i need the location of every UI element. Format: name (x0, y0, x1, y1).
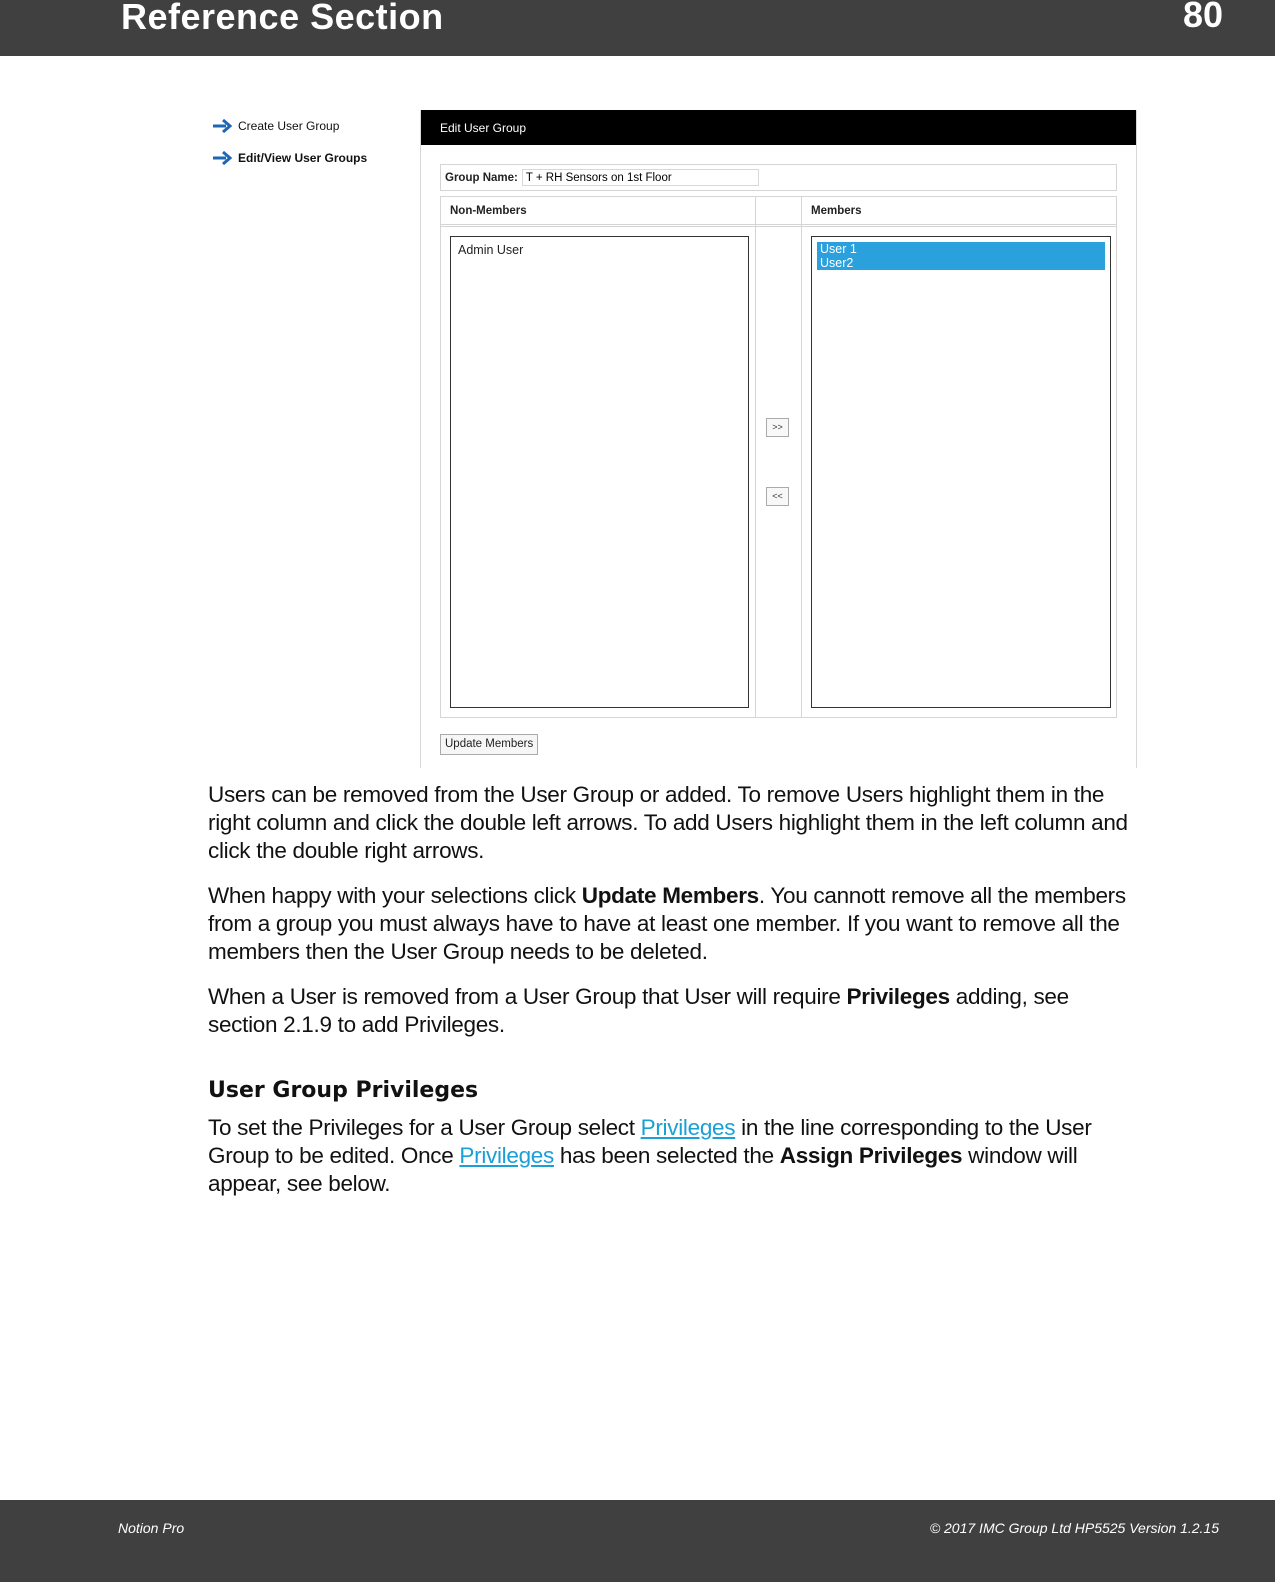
footer-product: Notion Pro (118, 1520, 185, 1536)
move-buttons-column (756, 197, 802, 717)
panel-title: Edit User Group (421, 110, 1136, 145)
privileges-link[interactable]: Privileges (459, 1143, 554, 1168)
user-group-nav (212, 110, 412, 174)
bold-term: Assign Privileges (779, 1143, 963, 1168)
page-header (0, 0, 1275, 56)
text-run: To set the Privileges for a User Group select (208, 1115, 641, 1140)
list-item[interactable]: User 1 (820, 242, 857, 256)
paragraph-group-privileges (208, 1114, 1138, 1198)
edit-user-group-panel (420, 110, 1137, 768)
paragraph-update-members (208, 882, 1138, 966)
footer-copyright: © 2017 IMC Group Ltd HP5525 Version 1.2.15 (929, 1520, 1219, 1536)
section-title: Reference Section (121, 0, 444, 37)
members-listbox[interactable] (811, 236, 1111, 708)
nav-label: Edit/View User Groups (238, 151, 368, 165)
members-column (802, 197, 1117, 717)
text-run: When happy with your selections click (208, 883, 582, 908)
update-members-button[interactable]: Update Members (440, 734, 538, 755)
remove-members-button[interactable]: << (766, 487, 789, 506)
list-item[interactable]: Admin User (458, 243, 524, 257)
non-members-listbox[interactable] (450, 236, 749, 708)
group-name-label: Group Name: (445, 171, 518, 184)
privileges-link[interactable]: Privileges (640, 1115, 736, 1140)
text-run: When a User is removed from a User Group that User will require (208, 984, 847, 1009)
section-heading: User Group Privileges (208, 1078, 479, 1103)
list-item[interactable]: User2 (820, 256, 854, 270)
members-header: Members (811, 205, 862, 217)
page-footer (0, 1500, 1275, 1582)
arrow-right-icon (212, 151, 232, 165)
text-run: window will appear, see below. (208, 1143, 1078, 1196)
text-run: . You cannott remove all the members from a group you must always have to have at least one member. If you want to remove all the members then the User Group needs to be deleted. (208, 883, 1126, 964)
nav-label: Create User Group (238, 119, 340, 133)
add-members-button[interactable]: >> (766, 418, 789, 437)
page-number: 80 (1182, 0, 1223, 35)
text-run: has been selected the (553, 1143, 780, 1168)
group-name-row (440, 164, 1117, 191)
group-name-input[interactable] (522, 169, 759, 186)
text-run: in the line corresponding to the User Group to be edited. Once (208, 1115, 1092, 1168)
arrow-right-icon (212, 119, 232, 133)
text-run: adding, see section 2.1.9 to add Privileges. (208, 984, 1069, 1037)
nav-item-create-user-group[interactable] (212, 110, 412, 142)
nav-item-edit-view-user-groups[interactable] (212, 142, 412, 174)
paragraph-remove-add: Users can be removed from the User Group or added. To remove Users highlight them in the right column and click the double left arrows. To add Users highlight them in the left column and click the double right arrows. (208, 782, 1128, 863)
bold-term: Update Members (581, 883, 759, 908)
paragraph-privileges-note (208, 983, 1138, 1039)
selected-members (817, 242, 1105, 270)
membership-table (440, 196, 1117, 718)
non-members-column (441, 197, 756, 717)
bold-term: Privileges (846, 984, 950, 1009)
non-members-header: Non-Members (450, 205, 527, 217)
